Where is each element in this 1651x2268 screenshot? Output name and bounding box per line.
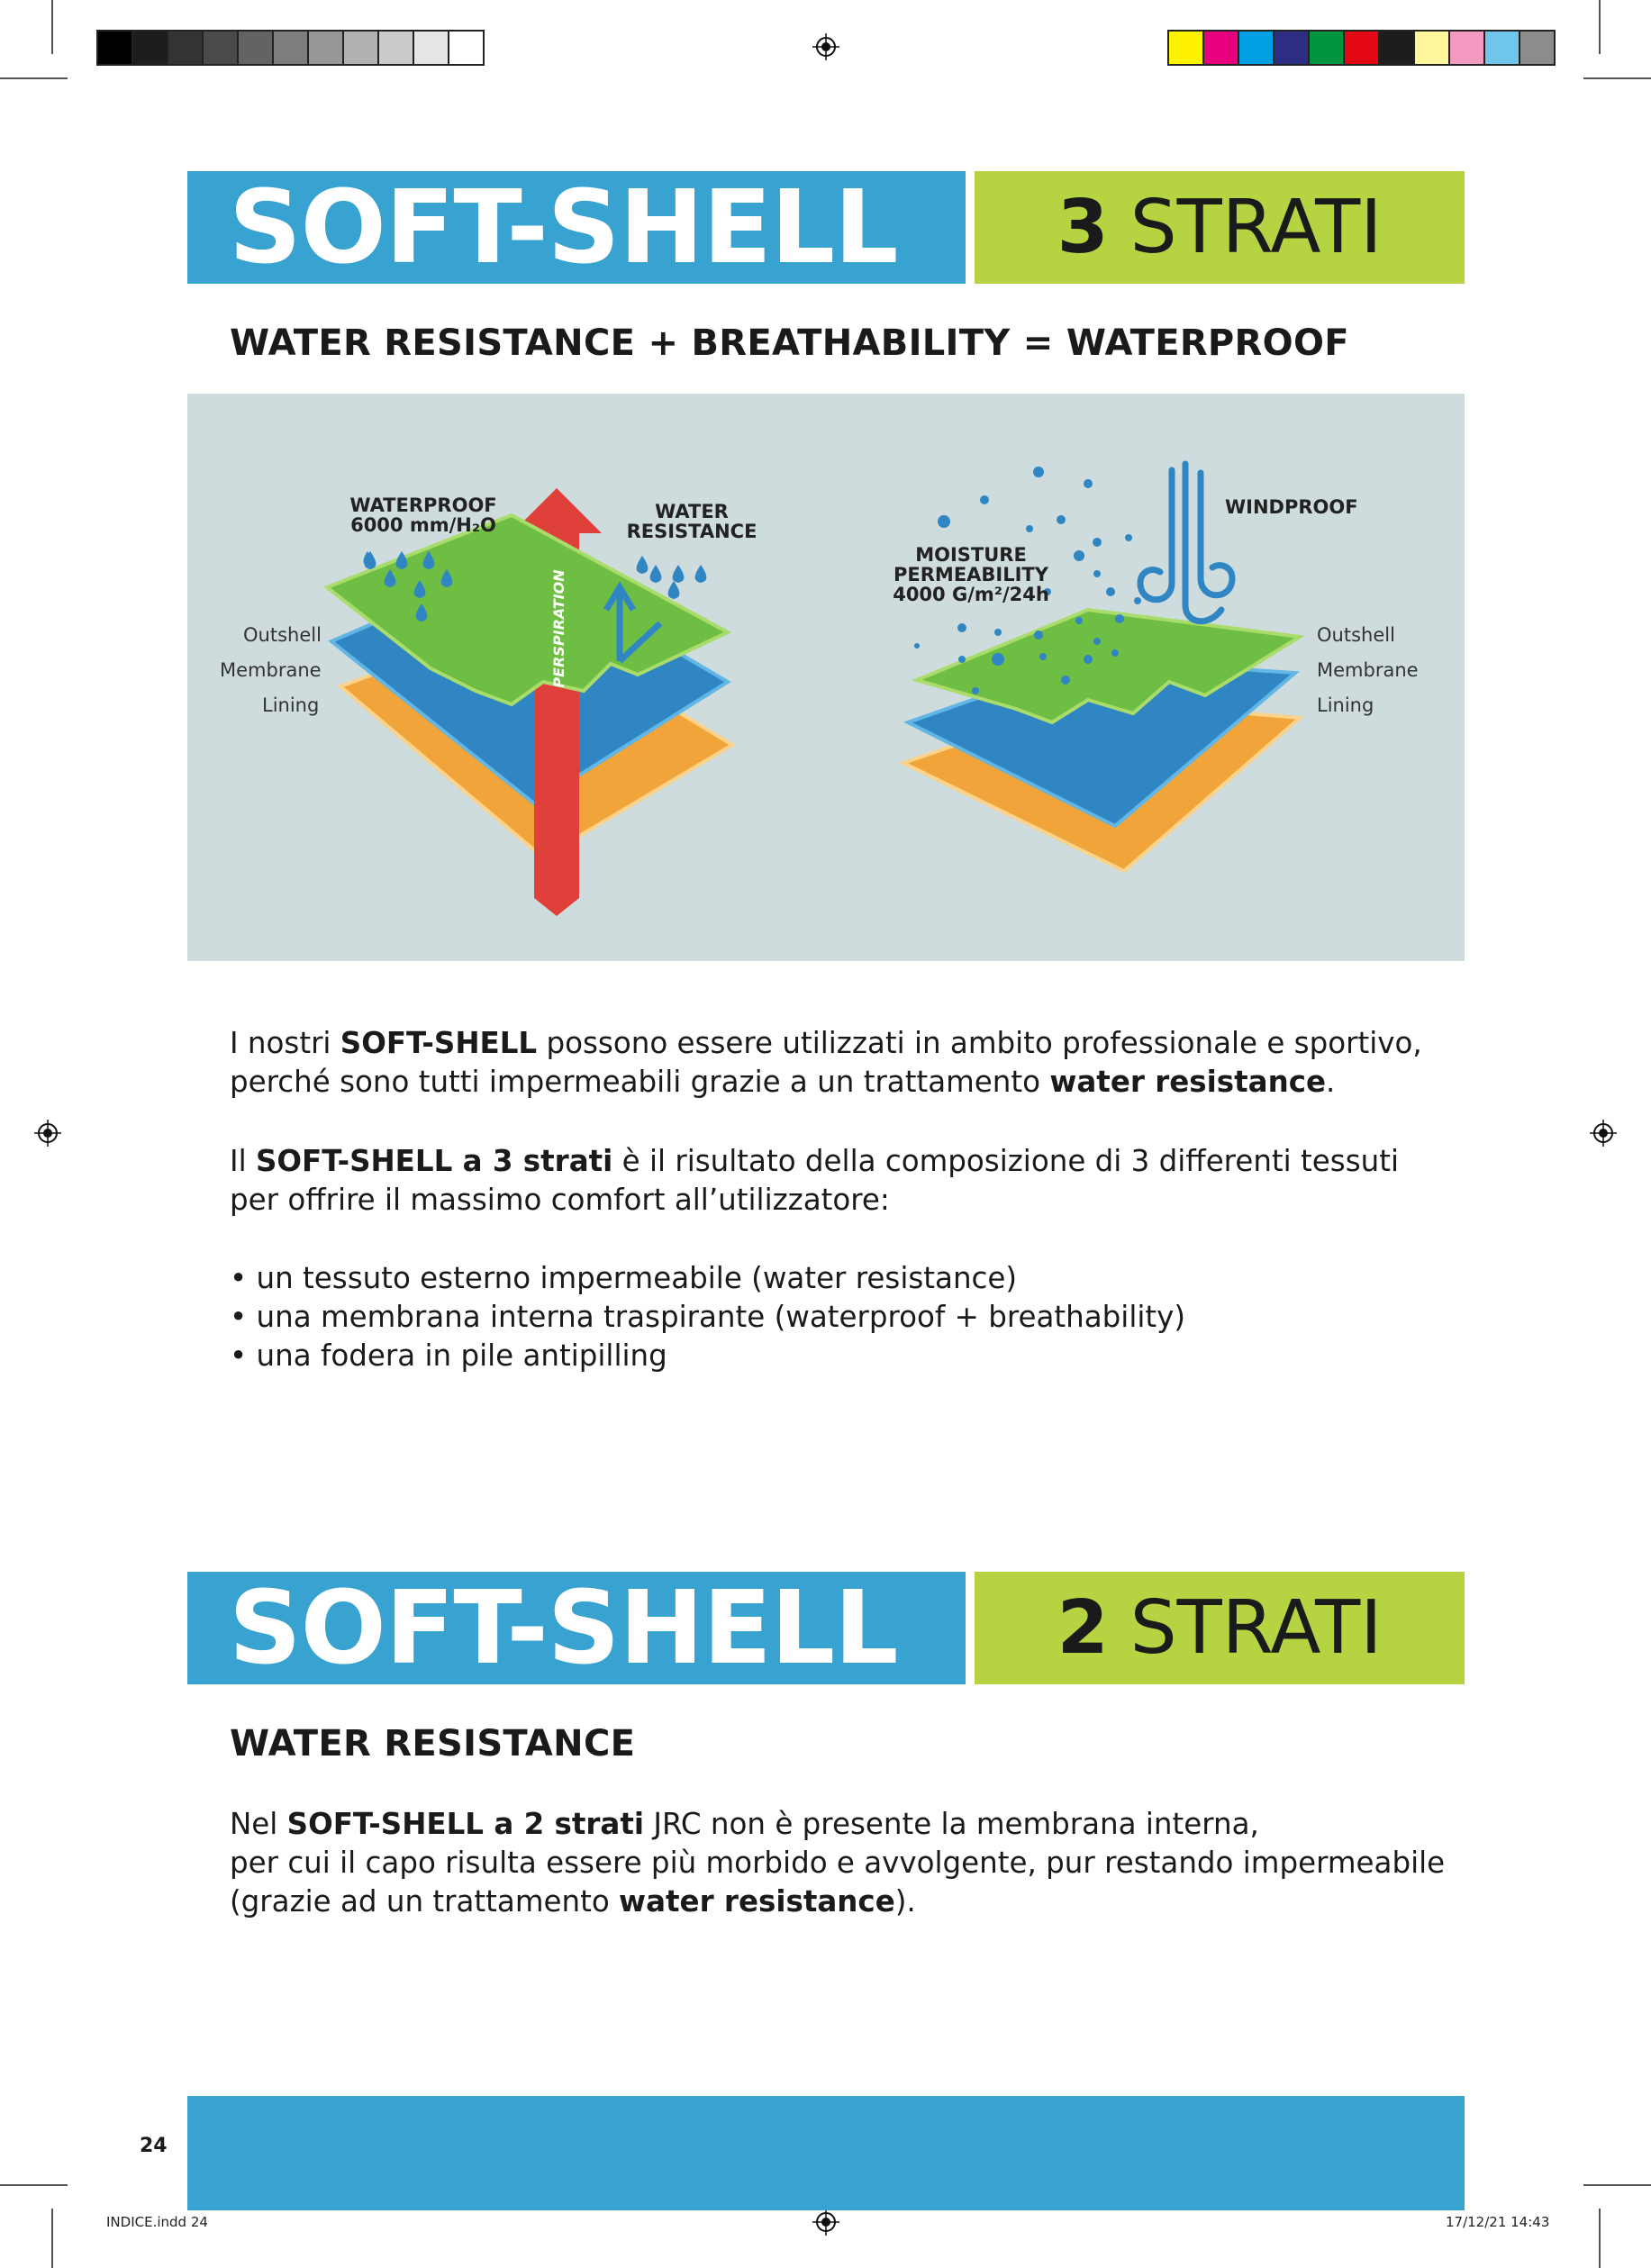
section1-subtitle: WATER RESISTANCE + BREATHABILITY = WATERPROOF: [230, 322, 1349, 364]
text: è il risultato della composizione di 3 differenti tessuti: [612, 1144, 1400, 1178]
bold-text: water resistance: [1049, 1065, 1327, 1099]
section1-layers-number: 3: [1057, 185, 1109, 270]
two-layer-line1: [230, 1805, 1445, 1844]
layers-bullet-list: [230, 1259, 1185, 1375]
three-layer-line1: [230, 1142, 1399, 1181]
section1-title-text: SOFT-SHELL: [229, 168, 898, 286]
list-item: • una membrana interna traspirante (waterproof + breathability): [230, 1300, 1186, 1334]
waterproof-label-line2: 6000 mm/H₂O: [350, 514, 496, 536]
moisture-permeability-label: [881, 545, 1061, 604]
text: perché sono tutti impermeabili grazie a un trattamento: [230, 1065, 1050, 1099]
membrane-label-right: Membrane: [1317, 659, 1419, 681]
wind-icon: [1140, 464, 1232, 621]
three-layer-paragraph: [230, 1142, 1399, 1220]
intro-paragraph: [230, 1024, 1422, 1102]
text: Il: [230, 1144, 256, 1178]
page-number: 24: [140, 2135, 168, 2157]
intro-line2: [230, 1063, 1422, 1102]
footer-bar: [187, 2096, 1465, 2210]
color-swatch: [414, 32, 449, 64]
section2-layers-badge: [975, 1572, 1465, 1684]
color-swatch: [98, 32, 133, 64]
color-swatch: [344, 32, 379, 64]
color-swatch: [1415, 32, 1450, 64]
color-swatch: [168, 32, 204, 64]
list-item: • una fodera in pile antipilling: [230, 1338, 667, 1373]
perspiration-label: PERSPIRATION: [550, 569, 567, 688]
color-swatch: [274, 32, 309, 64]
text: I nostri: [230, 1026, 340, 1060]
color-swatch: [379, 32, 414, 64]
waterproof-label: [342, 495, 504, 535]
text: ).: [894, 1884, 916, 1919]
color-swatch: [1239, 32, 1275, 64]
two-layer-line2: per cui il capo risulta essere più morbido e avvolgente, pur restando impermeabile: [230, 1846, 1446, 1880]
color-swatch: [1275, 32, 1310, 64]
two-layer-paragraph: [230, 1805, 1445, 1921]
color-swatch: [1169, 32, 1204, 64]
color-swatch: [1485, 32, 1520, 64]
section1-layers-badge: [975, 171, 1465, 284]
three-layer-line2: per offrire il massimo comfort all’utilizzatore:: [230, 1183, 890, 1217]
section1-layers-word: STRATI: [1129, 185, 1383, 270]
section2-title: [187, 1569, 966, 1687]
text: (grazie ad un trattamento: [230, 1884, 620, 1919]
list-item: • un tessuto esterno impermeabile (water resistance): [230, 1261, 1018, 1295]
section2-layers-number: 2: [1057, 1585, 1109, 1671]
waterproof-label-line1: WATERPROOF: [349, 494, 497, 516]
moisture-label-line3: 4000 G/m²/24h: [893, 584, 1049, 605]
color-swatch: [1345, 32, 1380, 64]
moisture-label-line1: MOISTURE: [915, 544, 1027, 566]
slug-filename: INDICE.indd 24: [106, 2214, 208, 2230]
color-swatch: [1520, 32, 1554, 64]
lining-label-right: Lining: [1317, 694, 1374, 716]
text: Nel: [230, 1807, 287, 1841]
section1-title: [187, 168, 966, 286]
bold-text: water resistance: [619, 1884, 895, 1919]
color-swatch: [204, 32, 239, 64]
color-swatch: [1380, 32, 1415, 64]
color-swatch: [449, 32, 483, 64]
color-swatch: [309, 32, 344, 64]
bold-text: SOFT-SHELL a 2 strati: [286, 1807, 645, 1841]
registration-mark-icon: [34, 1120, 61, 1147]
water-resistance-label: [615, 502, 768, 541]
text: .: [1326, 1065, 1336, 1099]
section2-layers-word: STRATI: [1129, 1585, 1383, 1671]
text: possono essere utilizzati in ambito professionale e sportivo,: [537, 1026, 1422, 1060]
bold-text: SOFT-SHELL a 3 strati: [255, 1144, 613, 1178]
lining-label-left: Lining: [262, 694, 320, 716]
water-resistance-label-line2: RESISTANCE: [626, 521, 757, 542]
registration-mark-icon: [1590, 1120, 1617, 1147]
layers-illustration: [187, 394, 1465, 961]
membrane-label-left: Membrane: [220, 659, 322, 681]
windproof-label: WINDPROOF: [1225, 496, 1358, 518]
color-swatch: [133, 32, 168, 64]
water-resistance-label-line1: WATER: [655, 501, 729, 522]
text: JRC non è presente la membrana interna,: [644, 1807, 1259, 1841]
bold-text: SOFT-SHELL: [340, 1026, 538, 1060]
moisture-label-line2: PERMEABILITY: [894, 564, 1048, 585]
intro-line1: [230, 1024, 1422, 1063]
two-layer-line3: [230, 1882, 1445, 1921]
color-swatch: [1450, 32, 1485, 64]
outshell-label-right: Outshell: [1317, 624, 1395, 646]
outshell-label-left: Outshell: [243, 624, 322, 646]
gray-color-bar: [96, 30, 485, 66]
layers-diagram: [187, 394, 1465, 961]
registration-mark-icon: [812, 33, 839, 60]
cmyk-color-bar: [1167, 30, 1556, 66]
section2-subtitle: WATER RESISTANCE: [230, 1723, 636, 1765]
slug-date: 17/12/21 14:43: [1446, 2214, 1550, 2230]
section2-title-text: SOFT-SHELL: [229, 1569, 898, 1687]
color-swatch: [239, 32, 274, 64]
color-swatch: [1204, 32, 1239, 64]
color-swatch: [1310, 32, 1345, 64]
registration-mark-icon: [812, 2209, 839, 2236]
